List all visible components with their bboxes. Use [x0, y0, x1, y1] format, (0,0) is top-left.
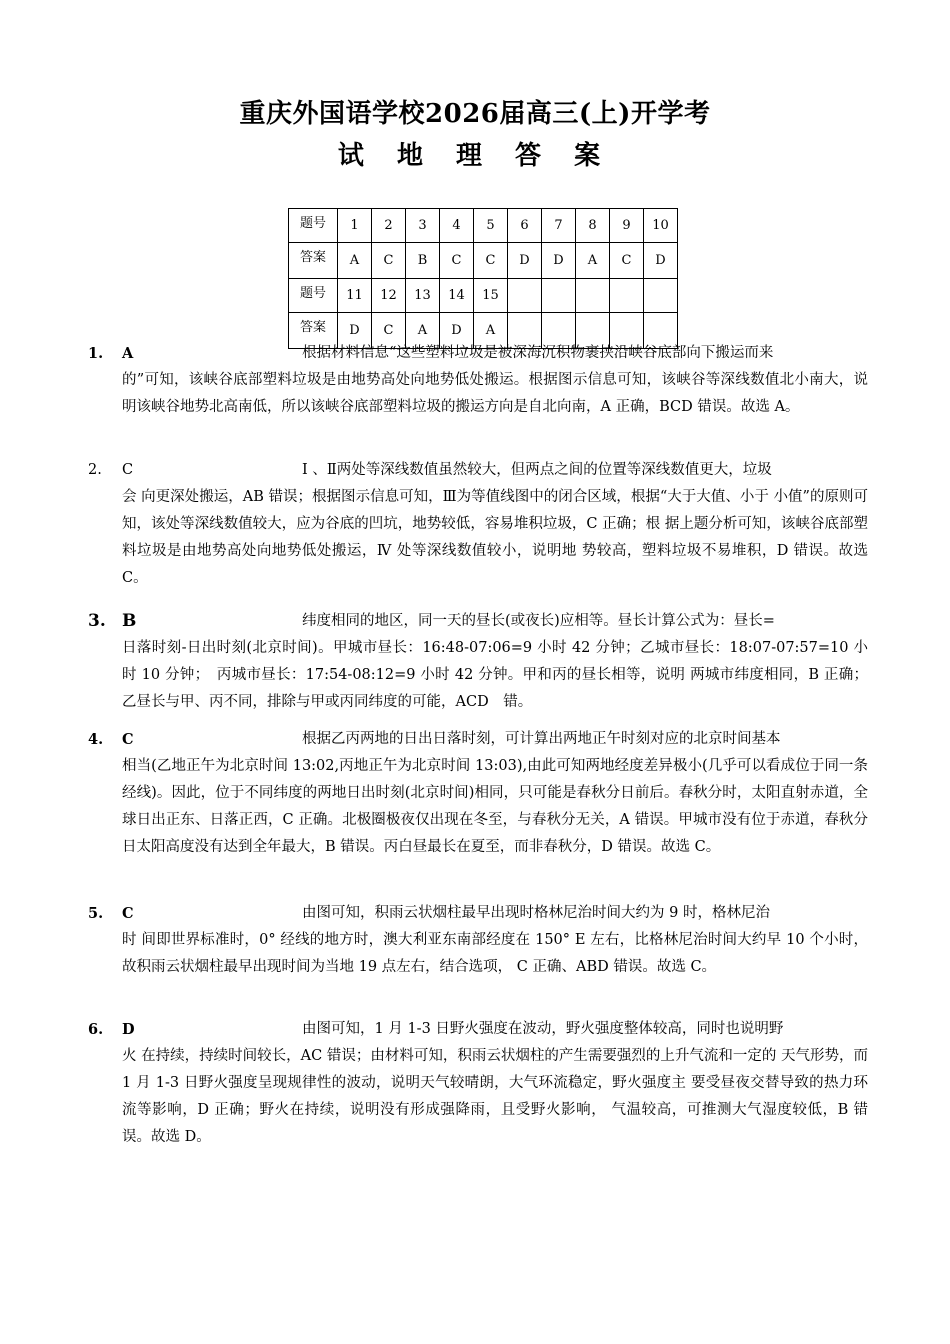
question-number: 6. — [88, 1021, 104, 1038]
question-number-cell: 15 — [474, 279, 508, 313]
explanation-first-line: I 、Ⅱ两处等深线数值虽然较大，但两点之间的位置等深线数值更大，垃圾 — [302, 462, 772, 478]
answer-cell: D — [644, 243, 678, 279]
answer-cell: A — [406, 313, 440, 349]
page-title: 重庆外国语学校2026届高三(上)开学考 — [239, 99, 711, 129]
question-number-cell: 6 — [508, 209, 542, 243]
answer-cell: A — [576, 243, 610, 279]
question-number-cell: 1 — [338, 209, 372, 243]
page-subtitle: 试 地 理 答 案 — [337, 141, 613, 171]
empty-cell — [644, 279, 678, 313]
question-number: 1. — [88, 345, 104, 362]
explanation-text: 火 在持续，持续时间较长，AC 错误；由材料可知，积雨云状烟柱的产生需要强烈的上升气流和一定的 天气形势，而 1 月 1-3 日野火强度呈现规律性的波动，说明天气较晴朗，大气环流稳定，野火强度主 要受昼夜交替导致的热力环流等影响，D 正确；野火在持续，说明没有形成强降雨，且受野火影响， 气温较高，可推测大气湿度较低，B 错误。故选 D。 — [122, 1048, 868, 1145]
question-answer: C — [122, 462, 134, 478]
empty-cell — [508, 279, 542, 313]
answer-cell: C — [372, 243, 406, 279]
question-number: 4. — [88, 731, 104, 748]
question-3-explanation — [88, 608, 868, 716]
question-number-cell: 2 — [372, 209, 406, 243]
question-2-explanation — [88, 457, 868, 592]
answer-cell: D — [440, 313, 474, 349]
answer-cell: D — [542, 243, 576, 279]
explanation-first-line: 纬度相同的地区，同一天的昼长(或夜长)应相等。昼长计算公式为：昼长= — [302, 613, 775, 629]
question-number-cell: 4 — [440, 209, 474, 243]
question-answer: C — [122, 731, 134, 748]
question-number: 3. — [88, 611, 106, 631]
answer-cell: C — [474, 243, 508, 279]
empty-cell — [576, 279, 610, 313]
question-1-explanation — [88, 340, 868, 421]
answer-cell: C — [440, 243, 474, 279]
answer-cell: A — [338, 243, 372, 279]
empty-cell — [542, 279, 576, 313]
answer-cell: C — [610, 243, 644, 279]
answer-cell: A — [474, 313, 508, 349]
question-number-cell: 7 — [542, 209, 576, 243]
answer-cell: B — [406, 243, 440, 279]
question-number-cell: 13 — [406, 279, 440, 313]
question-4-explanation — [88, 726, 868, 861]
empty-cell — [610, 279, 644, 313]
question-number-cell: 5 — [474, 209, 508, 243]
explanation-first-line: 由图可知，积雨云状烟柱最早出现时格林尼治时间大约为 9 时，格林尼治 — [302, 905, 770, 921]
table-row-numbers-1 — [289, 209, 678, 243]
explanation-first-line: 根据材料信息“这些塑料垃圾是被深海沉积物裹挟沿峡谷底部向下搬运而来 — [302, 345, 774, 361]
row-label-number: 题号 — [289, 209, 338, 243]
table-row-numbers-2 — [289, 279, 678, 313]
question-answer: A — [122, 345, 134, 362]
question-number-cell: 12 — [372, 279, 406, 313]
explanation-text: 日落时刻-日出时刻(北京时间)。甲城市昼长：16:48-07:06=9 小时 42 分钟；乙城市昼长：18:07-07:57=10 小时 10 分钟； 丙城市昼长：17:54-08:12=9 小时 42 分钟。甲和丙的昼长相等，说明 两城市纬度相同，B 正确；乙昼长与甲、丙不同，排除与甲或丙同纬度的可能，ACD 错。 — [122, 640, 868, 710]
explanation-first-line: 根据乙丙两地的日出日落时刻，可计算出两地正午时刻对应的北京时间基本 — [302, 731, 781, 747]
question-number: 5. — [88, 905, 104, 922]
answer-cell: D — [338, 313, 372, 349]
table-row-answers-1 — [289, 243, 678, 279]
question-5-explanation — [88, 900, 868, 981]
explanation-first-line: 由图可知，1 月 1-3 日野火强度在波动，野火强度整体较高，同时也说明野 — [302, 1021, 784, 1037]
answer-cell: D — [508, 243, 542, 279]
row-label-number: 题号 — [289, 279, 338, 313]
explanation-text: 的”可知，该峡谷底部塑料垃圾是由地势高处向地势低处搬运。根据图示信息可知，该峡谷等深线数值北小南大，说明该峡谷地势北高南低，所以该峡谷底部塑料垃圾的搬运方向是自北向南，A 正确，BCD 错误。故选 A。 — [122, 372, 868, 415]
explanation-text: 会 向更深处搬运，AB 错误；根据图示信息可知，Ⅲ为等值线图中的闭合区域，根据“大于大值、小于 小值”的原则可知，该处等深线数值较大，应为谷底的凹坑，地势较低，容易堆积垃圾，C 正确；根 据上题分析可知，该峡谷底部塑料垃圾是由地势高处向地势低处搬运，Ⅳ 处等深线数值较小，说明地 势较高，塑料垃圾不易堆积，D 错误。故选 C。 — [122, 489, 868, 586]
question-answer: D — [122, 1021, 135, 1038]
question-6-explanation — [88, 1016, 868, 1151]
question-answer: B — [122, 611, 137, 631]
answer-table — [288, 208, 678, 349]
row-label-answer: 答案 — [289, 243, 338, 279]
answer-cell: C — [372, 313, 406, 349]
question-number-cell: 3 — [406, 209, 440, 243]
question-number-cell: 10 — [644, 209, 678, 243]
question-number-cell: 8 — [576, 209, 610, 243]
question-answer: C — [122, 905, 134, 922]
row-label-answer: 答案 — [289, 313, 338, 349]
explanation-text: 时 间即世界标准时，0° 经线的地方时，澳大利亚东南部经度在 150° E 左右，比格林尼治时间大约早 10 个小时，故积雨云状烟柱最早出现时间为当地 19 点左右，结合选项， C 正确、ABD 错误。故选 C。 — [122, 932, 868, 975]
explanation-text: 相当(乙地正午为北京时间 13:02,丙地正午为北京时间 13:03),由此可知两地经度差异极小(几乎可以看成位于同一条经线)。因此，位于不同纬度的两地日出时刻(北京时间)相同，只可能是春秋分日前后。春秋分时，太阳直射赤道，全球日出正东、日落正西，C 正确。北极圈极夜仅出现在冬至，与春秋分无关，A 错误。甲城市没有位于赤道，春秋分日太阳高度没有达到全年最大，B 错误。丙白昼最长在夏至，而非春秋分，D 错误。故选 C。 — [122, 758, 868, 855]
question-number-cell: 14 — [440, 279, 474, 313]
question-number-cell: 9 — [610, 209, 644, 243]
title-block — [0, 96, 950, 174]
question-number-cell: 11 — [338, 279, 372, 313]
question-number: 2. — [88, 462, 102, 478]
